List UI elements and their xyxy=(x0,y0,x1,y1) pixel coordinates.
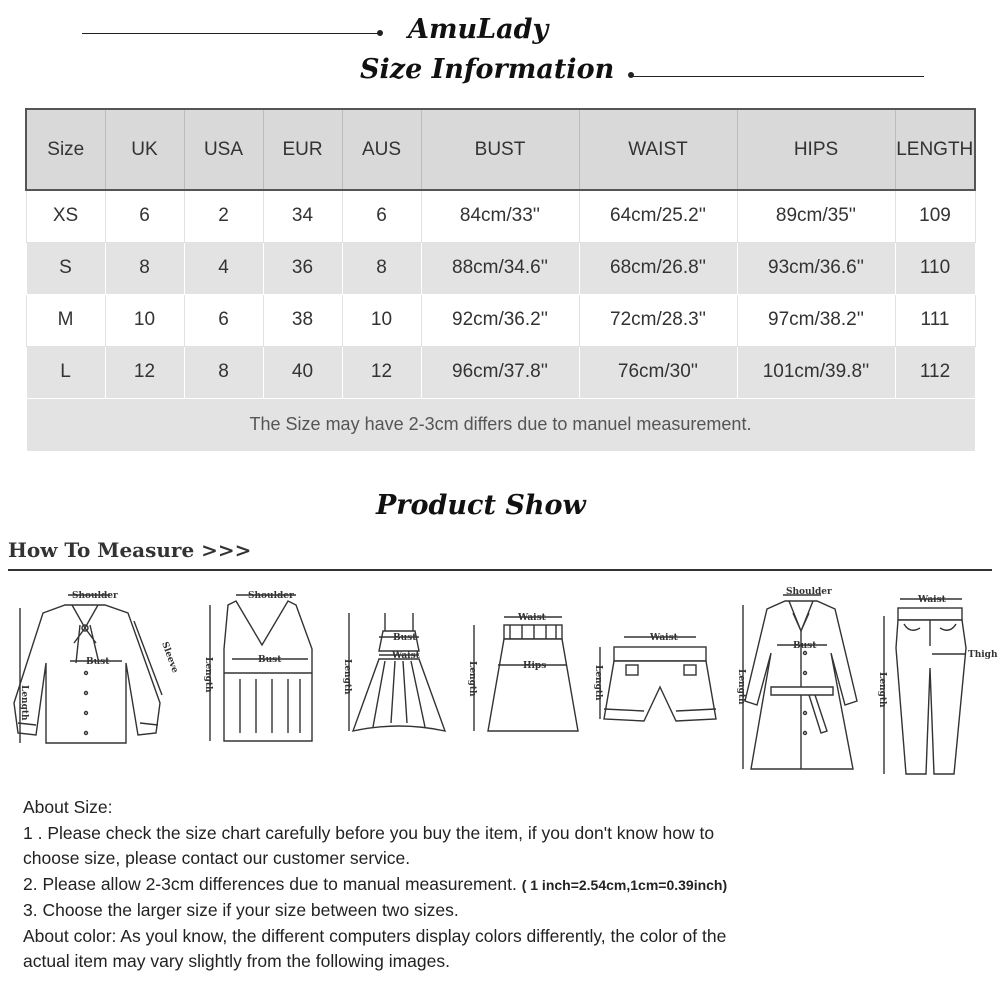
table-cell: XS xyxy=(26,190,105,242)
how-to-measure-heading: How To Measure >>> xyxy=(8,538,252,562)
bust-label: Bust xyxy=(793,641,817,651)
about-line-3: 3. Choose the larger size if your size between two sizes. xyxy=(23,900,459,920)
header-right-dot xyxy=(628,72,634,78)
table-cell: L xyxy=(26,346,105,398)
column-header: AUS xyxy=(342,109,421,190)
table-cell: 38 xyxy=(263,294,342,346)
waist-label: Waist xyxy=(918,595,946,605)
table-cell: 84cm/33'' xyxy=(421,190,579,242)
about-line-1b: choose size, please contact our customer service. xyxy=(23,848,411,868)
table-cell: 64cm/25.2'' xyxy=(579,190,737,242)
waist-label: Waist xyxy=(650,633,678,643)
conversion-note: ( 1 inch=2.54cm,1cm=0.39inch) xyxy=(521,876,728,893)
table-cell: 88cm/34.6'' xyxy=(421,242,579,294)
coat-measure-diagram xyxy=(735,583,865,783)
table-cell: 76cm/30'' xyxy=(579,346,737,398)
column-header: WAIST xyxy=(579,109,737,190)
shorts-measure-diagram xyxy=(592,623,722,733)
about-color-1: About color: As youl know, the different computers display colors differently, the color of the xyxy=(23,925,727,946)
size-chart-table xyxy=(25,108,976,452)
table-cell: S xyxy=(26,242,105,294)
header-right-line xyxy=(632,76,924,77)
table-cell: 112 xyxy=(895,346,975,398)
table-note-row xyxy=(26,398,975,451)
measurement-note: The Size may have 2-3cm differs due to manuel measurement. xyxy=(26,398,975,451)
table-cell: 109 xyxy=(895,190,975,242)
product-show-title: Product Show xyxy=(376,490,586,521)
table-cell: 10 xyxy=(105,294,184,346)
waist-label: Waist xyxy=(518,613,546,623)
table-cell: 8 xyxy=(342,242,421,294)
about-color-2: actual item may vary slightly from the following images. xyxy=(23,951,450,971)
table-cell: 8 xyxy=(184,346,263,398)
blouse-measure-diagram xyxy=(10,583,185,753)
column-header: BUST xyxy=(421,109,579,190)
table-row xyxy=(26,346,975,398)
table-cell: 96cm/37.8'' xyxy=(421,346,579,398)
length-label: Length xyxy=(19,685,29,721)
table-header-row xyxy=(26,109,975,190)
table-cell: 12 xyxy=(105,346,184,398)
table-cell: 34 xyxy=(263,190,342,242)
about-size-heading: About Size: xyxy=(23,797,113,817)
tank-top-measure-diagram xyxy=(196,583,331,753)
about-line-2 xyxy=(23,872,983,899)
about-size-section xyxy=(23,795,983,975)
thigh-label: Thigh xyxy=(968,650,998,660)
column-header: Size xyxy=(26,109,105,190)
table-cell: 8 xyxy=(105,242,184,294)
about-line-2-text: 2. Please allow 2-3cm differences due to manual measurement. xyxy=(23,873,517,894)
table-cell: 92cm/36.2'' xyxy=(421,294,579,346)
bust-label: Bust xyxy=(86,657,110,667)
table-cell: M xyxy=(26,294,105,346)
table-cell: 6 xyxy=(184,294,263,346)
table-row xyxy=(26,294,975,346)
length-label: Length xyxy=(203,657,213,693)
sleeve-label: Sleeve xyxy=(159,640,180,675)
column-header: UK xyxy=(105,109,184,190)
shoulder-label: Shoulder xyxy=(72,591,118,601)
length-label: Length xyxy=(342,659,352,695)
about-line-1: 1 . Please check the size chart carefully before you buy the item, if you don't know how to xyxy=(23,822,715,843)
length-label: Length xyxy=(593,665,603,701)
table-cell: 97cm/38.2'' xyxy=(737,294,895,346)
waist-label: Waist xyxy=(392,651,420,661)
table-cell: 2 xyxy=(184,190,263,242)
table-cell: 6 xyxy=(342,190,421,242)
header-left-dot xyxy=(377,30,383,36)
table-cell: 101cm/39.8'' xyxy=(737,346,895,398)
table-cell: 36 xyxy=(263,242,342,294)
table-cell: 12 xyxy=(342,346,421,398)
dress-measure-diagram xyxy=(335,603,450,743)
table-cell: 10 xyxy=(342,294,421,346)
column-header: EUR xyxy=(263,109,342,190)
column-header: LENGTH xyxy=(895,109,975,190)
length-label: Length xyxy=(877,672,887,708)
shoulder-label: Shoulder xyxy=(248,591,294,601)
table-cell: 110 xyxy=(895,242,975,294)
bust-label: Bust xyxy=(258,655,282,665)
table-cell: 111 xyxy=(895,294,975,346)
skirt-measure-diagram xyxy=(462,603,582,743)
table-row xyxy=(26,242,975,294)
table-cell: 40 xyxy=(263,346,342,398)
column-header: USA xyxy=(184,109,263,190)
length-label: Length xyxy=(736,669,746,705)
column-header: HIPS xyxy=(737,109,895,190)
table-cell: 89cm/35'' xyxy=(737,190,895,242)
brand-title: AmuLady xyxy=(408,14,549,45)
table-cell: 68cm/26.8'' xyxy=(579,242,737,294)
table-cell: 72cm/28.3'' xyxy=(579,294,737,346)
hips-label: Hips xyxy=(523,661,547,671)
how-to-measure-divider xyxy=(8,569,992,571)
size-information-title: Size Information xyxy=(360,54,615,85)
trousers-measure-diagram xyxy=(870,588,998,783)
table-cell: 4 xyxy=(184,242,263,294)
table-row xyxy=(26,190,975,242)
table-cell: 6 xyxy=(105,190,184,242)
bust-label: Bust xyxy=(393,633,417,643)
shoulder-label: Shoulder xyxy=(786,587,832,597)
length-label: Length xyxy=(467,661,477,697)
table-cell: 93cm/36.6'' xyxy=(737,242,895,294)
header-left-line xyxy=(82,33,380,34)
